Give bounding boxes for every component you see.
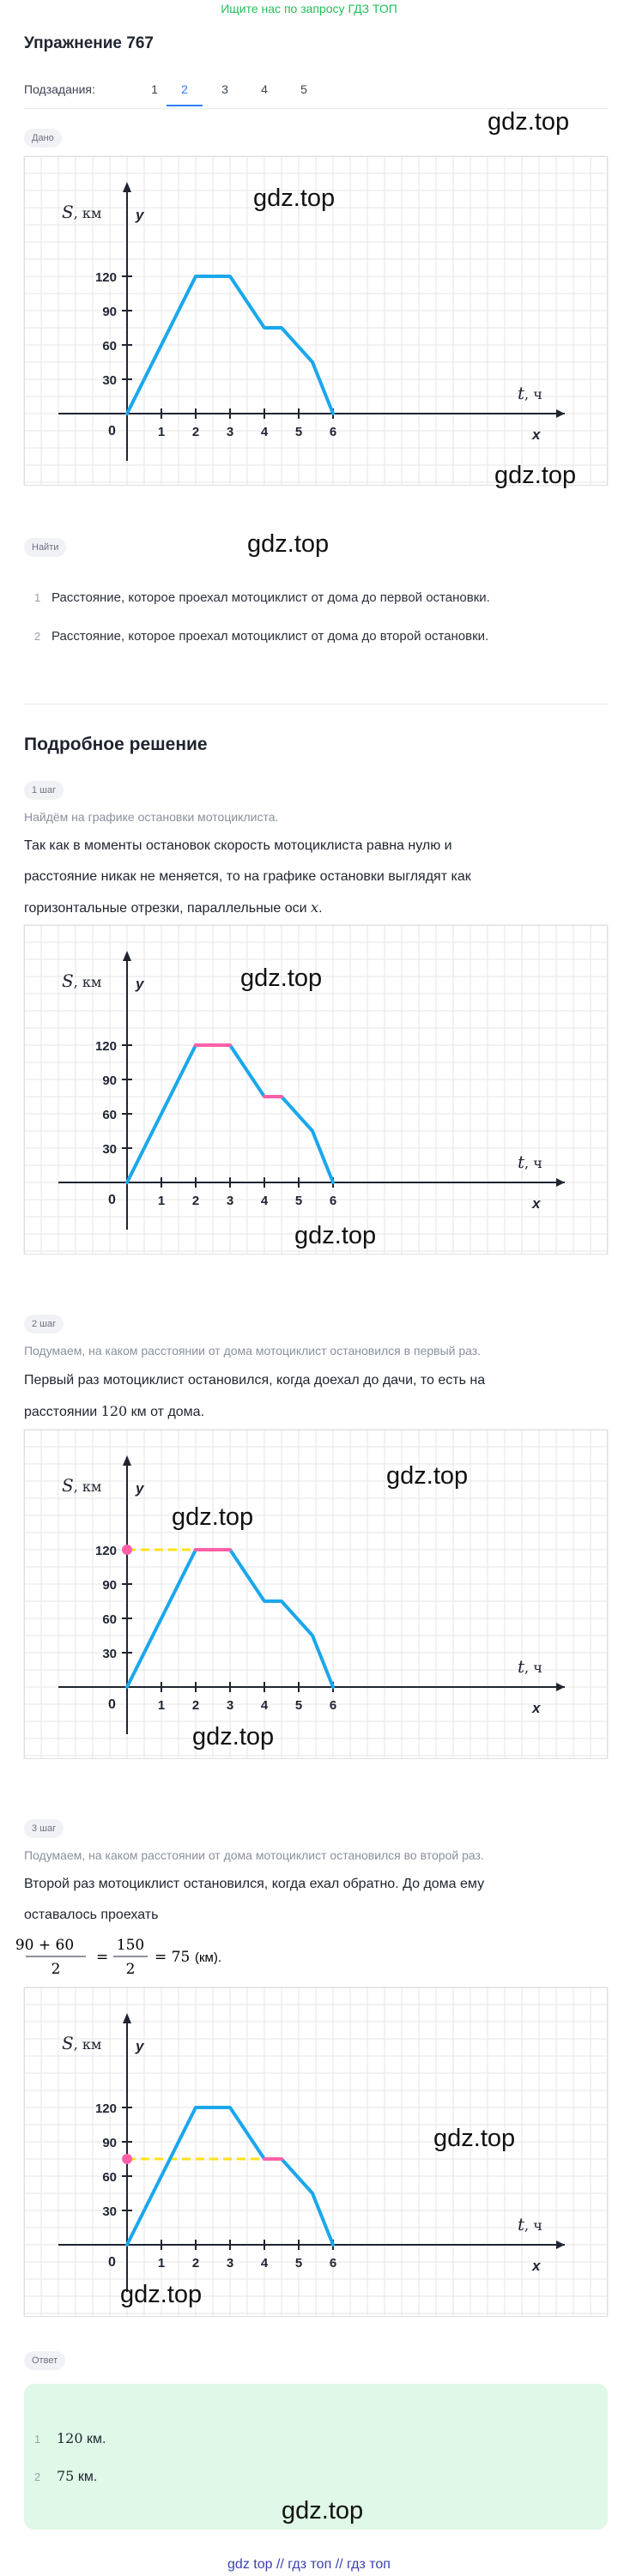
subtasks-label: Подзадания: — [24, 82, 95, 96]
y-axis-name: y — [136, 976, 144, 992]
origin-label: 0 — [108, 1697, 116, 1712]
watermark: gdz.top — [240, 964, 323, 992]
origin-label: 0 — [108, 424, 116, 438]
x-tick-label: 6 — [329, 1698, 337, 1713]
tab-subtask-4[interactable]: 4 — [261, 82, 268, 96]
tab-subtask-3[interactable]: 3 — [221, 82, 228, 96]
step3-graph — [24, 1987, 608, 2317]
axis-variable: x — [311, 899, 319, 916]
watermark: gdz.top — [494, 462, 577, 489]
y-tick-label: 90 — [102, 2136, 117, 2150]
y-tick-label: 120 — [94, 2101, 117, 2116]
answer-value: 120 — [57, 2430, 83, 2446]
y-axis-name: y — [136, 1480, 144, 1497]
x-axis-name: x — [532, 2258, 541, 2274]
y-tick-label: 90 — [102, 1578, 117, 1593]
step2-line — [24, 1396, 608, 1428]
y-tick-label: 60 — [102, 339, 117, 354]
x-tick-label: 3 — [226, 1698, 234, 1713]
watermark: gdz.top — [282, 2497, 364, 2525]
y-axis-arrow — [123, 182, 131, 192]
fraction-denominator: 2 — [51, 1961, 61, 1978]
answer-number: 1 — [34, 2433, 41, 2446]
x-axis-label: t, ч — [518, 383, 542, 403]
answer-number: 2 — [34, 2470, 41, 2483]
find-item-number: 1 — [34, 591, 41, 604]
tab-subtask-2[interactable]: 2 — [181, 82, 188, 96]
x-tick-label: 2 — [191, 1194, 200, 1208]
step3-badge: 3 шаг — [24, 1819, 64, 1838]
step1-line: расстояние никак не меняется, то на графике остановки выглядят как — [24, 869, 471, 884]
x-axis-name: x — [532, 1195, 541, 1212]
answer-badge: Ответ — [24, 2351, 65, 2370]
x-tick-label: 6 — [329, 425, 337, 439]
step1-badge: 1 шаг — [24, 781, 64, 800]
step1-hint: Найдём на графике остановки мотоциклиста. — [24, 810, 279, 824]
fraction-numerator: 150 — [116, 1937, 145, 1954]
step1-line-end: . — [318, 901, 323, 916]
watermark: gdz.top — [120, 2281, 203, 2308]
step1-text — [24, 831, 608, 924]
answer-item — [34, 2430, 106, 2447]
answer-unit: км. — [77, 2470, 98, 2484]
step3-line: оставалось проехать — [24, 1908, 159, 1922]
x-tick-label: 6 — [329, 1194, 337, 1208]
x-axis-label: t, ч — [518, 2214, 542, 2234]
step3-line: Второй раз мотоциклист остановился, когда ехал обратно. До дома ему — [24, 1877, 485, 1891]
x-tick-label: 1 — [157, 425, 166, 439]
x-tick-label: 5 — [294, 425, 303, 439]
step3-hint: Подумаем, на каком расстоянии от дома мотоциклист остановился во второй раз. — [24, 1848, 484, 1862]
active-tab-indicator — [167, 105, 203, 106]
axis-mark — [122, 1545, 132, 1555]
y-axis-label: S, км — [62, 2033, 102, 2053]
x-tick-label: 2 — [191, 2256, 200, 2271]
origin-label: 0 — [108, 1193, 116, 1207]
x-axis-label: t, ч — [518, 1656, 542, 1677]
y-tick-label: 60 — [102, 1612, 117, 1627]
fraction-denominator: 2 — [125, 1961, 136, 1978]
x-tick-label: 5 — [294, 2256, 303, 2271]
x-tick-label: 5 — [294, 1698, 303, 1713]
y-axis-arrow — [123, 2013, 131, 2023]
y-tick-label: 60 — [102, 2170, 117, 2185]
find-item — [34, 590, 490, 605]
x-tick-label: 4 — [260, 1698, 269, 1713]
answer-unit: км. — [87, 2432, 106, 2446]
y-tick-label: 30 — [102, 1142, 117, 1157]
x-axis-name: x — [532, 1700, 541, 1716]
x-tick-label: 5 — [294, 1194, 303, 1208]
step3-text — [24, 1869, 608, 1931]
x-tick-label: 3 — [226, 2256, 234, 2271]
x-tick-label: 4 — [260, 425, 269, 439]
y-tick-label: 120 — [94, 270, 117, 285]
y-tick-label: 60 — [102, 1108, 117, 1122]
watermark: gdz.top — [253, 184, 336, 212]
answer-value: 75 — [57, 2468, 75, 2484]
y-axis-name: y — [136, 2038, 144, 2054]
y-axis-arrow — [123, 1455, 131, 1466]
x-tick-label: 1 — [157, 1698, 166, 1713]
x-tick-label: 2 — [191, 1698, 200, 1713]
y-tick-label: 30 — [102, 373, 117, 388]
y-tick-label: 120 — [94, 1544, 117, 1558]
answer-item — [34, 2468, 97, 2485]
y-axis-name: y — [136, 207, 144, 223]
y-tick-label: 90 — [102, 1073, 117, 1088]
step2-line: Первый раз мотоциклист остановился, когда доехал до дачи, то есть на — [24, 1373, 486, 1388]
x-tick-label: 6 — [329, 2256, 337, 2271]
formula-result: = 75 — [154, 1949, 191, 1966]
watermark: gdz.top — [488, 108, 570, 136]
step1-line-text: горизонтальные отрезки, параллельные оси — [24, 901, 307, 916]
step2-graph — [24, 1430, 608, 1759]
x-tick-label: 3 — [226, 425, 234, 439]
x-tick-label: 1 — [157, 1194, 166, 1208]
watermark: gdz.top — [433, 2125, 516, 2152]
step2-distance: 120 — [100, 1403, 128, 1419]
step2-line-text: км от дома. — [130, 1405, 205, 1419]
step2-badge: 2 шаг — [24, 1315, 64, 1333]
fraction-numerator: 90 + 60 — [15, 1937, 75, 1954]
x-tick-label: 2 — [191, 425, 200, 439]
search-hint-link[interactable]: Ищите нас по запросу ГДЗ ТОП — [221, 2, 397, 15]
step2-line-text: расстоянии — [24, 1405, 98, 1419]
x-tick-label: 1 — [157, 2256, 166, 2271]
axis-mark — [122, 2154, 132, 2164]
y-axis-label: S, км — [62, 971, 102, 991]
bottom-links[interactable]: gdz top // гдз топ // гдз топ — [227, 2557, 391, 2572]
page-title: Упражнение 767 — [24, 34, 154, 52]
watermark: gdz.top — [172, 1503, 254, 1531]
equals-sign: = — [96, 1949, 109, 1966]
origin-label: 0 — [108, 2255, 116, 2270]
step2-text — [24, 1365, 608, 1428]
x-axis-arrow — [556, 2240, 565, 2249]
find-badge: Найти — [24, 538, 66, 557]
y-tick-label: 120 — [94, 1039, 117, 1054]
find-item — [34, 629, 488, 644]
step3-formula — [15, 1931, 247, 1982]
x-axis-arrow — [556, 1178, 565, 1187]
watermark: gdz.top — [294, 1222, 377, 1249]
x-axis-arrow — [556, 409, 565, 418]
x-axis-label: t, ч — [518, 1152, 542, 1172]
given-badge: Дано — [24, 129, 62, 148]
watermark: gdz.top — [192, 1723, 275, 1751]
solution-title: Подробное решение — [24, 735, 208, 754]
x-axis-name: x — [532, 426, 541, 443]
find-item-text: Расстояние, которое проехал мотоциклист от дома до первой остановки. — [52, 590, 490, 605]
x-tick-label: 4 — [260, 1194, 269, 1208]
step2-hint: Подумаем, на каком расстоянии от дома мотоциклист остановился в первый раз. — [24, 1344, 482, 1358]
step1-line: Так как в моменты остановок скорость мотоциклиста равна нулю и — [24, 838, 452, 853]
tab-subtask-5[interactable]: 5 — [300, 82, 307, 96]
y-tick-label: 30 — [102, 2204, 117, 2219]
formula-unit: (км). — [195, 1950, 222, 1965]
y-axis-arrow — [123, 951, 131, 961]
x-tick-label: 4 — [260, 2256, 269, 2271]
x-tick-label: 3 — [226, 1194, 234, 1208]
find-item-number: 2 — [34, 630, 41, 643]
y-axis-label: S, км — [62, 1475, 102, 1496]
step1-line — [24, 892, 608, 924]
y-axis-label: S, км — [62, 202, 102, 222]
watermark: gdz.top — [247, 530, 330, 558]
find-item-text: Расстояние, которое проехал мотоциклист от дома до второй остановки. — [52, 629, 489, 644]
x-axis-arrow — [556, 1683, 565, 1691]
y-tick-label: 30 — [102, 1647, 117, 1661]
watermark: gdz.top — [386, 1462, 469, 1490]
tab-subtask-1[interactable]: 1 — [151, 82, 158, 96]
y-tick-label: 90 — [102, 305, 117, 319]
